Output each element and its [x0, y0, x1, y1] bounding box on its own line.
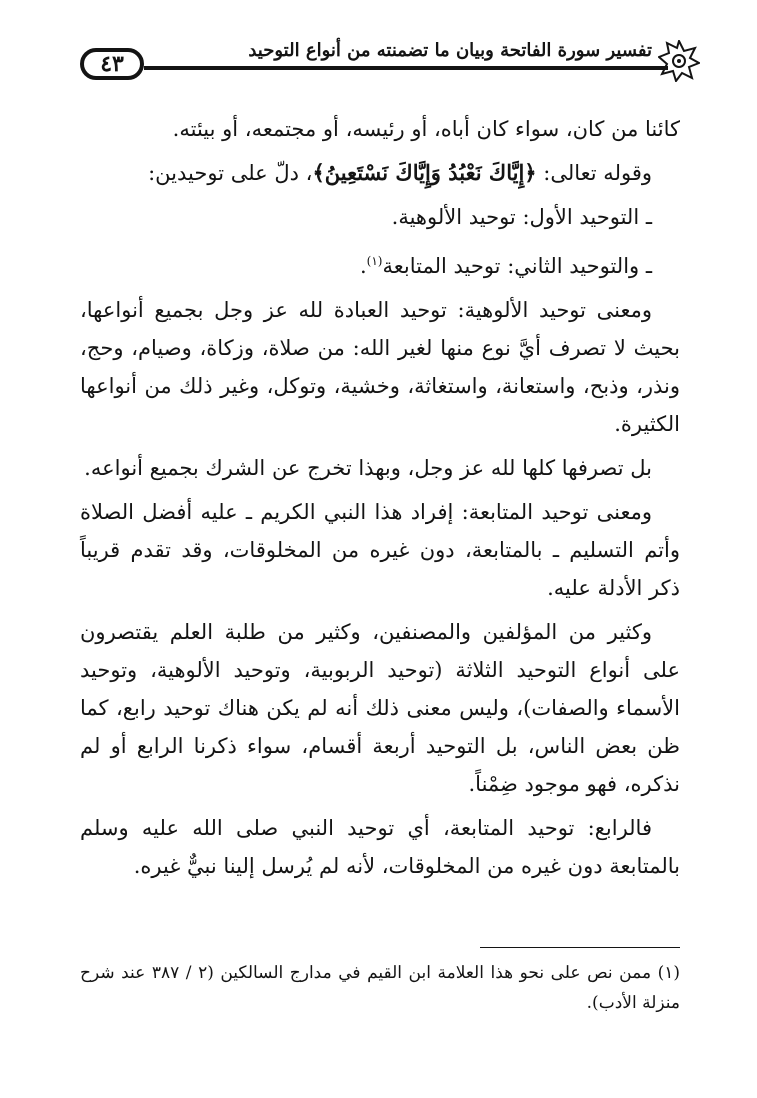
paragraph: ومعنى توحيد المتابعة: إفراد هذا النبي الكريم ـ عليه أفضل الصلاة وأتم التسليم ـ بالمتابعة، دون غيره من المخلوقات، وقد تقدم قريباً ذكر الأدلة عليه.	[80, 500, 680, 600]
paragraph: بل تصرفها كلها لله عز وجل، وبهذا تخرج عن الشرك بجميع أنواعه.	[84, 456, 652, 480]
running-title: تفسير سورة الفاتحة وبيان ما تضمنته من أنواع التوحيد	[248, 40, 652, 61]
footnote: (١) ممن نص على نحو هذا العلامة ابن القيم في مدارج السالكين (٢ / ٣٨٧ عند شرح منزلة الأدب).	[80, 963, 680, 1013]
paragraph: كائنا من كان، سواء كان أباه، أو رئيسه، أو مجتمعه، أو بيئته.	[172, 117, 680, 141]
list-item-end: .	[359, 254, 367, 278]
paragraph: وكثير من المؤلفين والمصنفين، وكثير من طلبة العلم يقتصرون على أنواع التوحيد الثلاثة (توحيد الربوبية، وتوحيد الألوهية، وتوحيد الأسماء والصفات)، وليس معنى ذلك أنه لم يكن هناك توحيد رابع، كما ظن بعض الناس، بل التوحيد أربعة أقسام، سواء ذكرنا الرابع أو لم نذكره، فهو موجود ضِمْناً.	[80, 620, 680, 796]
quran-verse: ﴿إِيَّاكَ نَعْبُدُ وَإِيَّاكَ نَسْتَعِينُ﴾	[312, 160, 537, 185]
list-item-text: ـ والتوحيد الثاني: توحيد المتابعة	[382, 254, 652, 278]
star-ornament-icon	[658, 40, 700, 82]
footnote-divider	[480, 947, 680, 948]
list-item	[80, 242, 680, 285]
footnote-ref: (١)	[366, 254, 383, 268]
paragraph: فالرابع: توحيد المتابعة، أي توحيد النبي صلى الله عليه وسلم بالمتابعة دون غيره من المخلوقات، لأنه لم يُرسل إلينا نبيٌّ غيره.	[80, 816, 680, 878]
paragraph-verse	[80, 154, 680, 192]
verse-after: ، دلّ على توحيدين:	[148, 161, 313, 185]
page-header	[80, 36, 700, 96]
page-body	[80, 110, 680, 891]
header-rule	[144, 66, 668, 70]
page-number: ٤٣	[80, 48, 144, 80]
paragraph: ومعنى توحيد الألوهية: توحيد العبادة لله عز وجل بجميع أنواعها، بحيث لا تصرف أيَّ نوع منها لغير الله: من صلاة، وزكاة، وصيام، وحج، ونذر، وذبح، واستعانة، واستغاثة، وخشية، وتوكل، وغير ذلك من أنواعها الكثيرة.	[80, 298, 680, 436]
verse-intro: وقوله تعالى:	[536, 161, 652, 185]
list-item: ـ التوحيد الأول: توحيد الألوهية.	[391, 205, 652, 229]
